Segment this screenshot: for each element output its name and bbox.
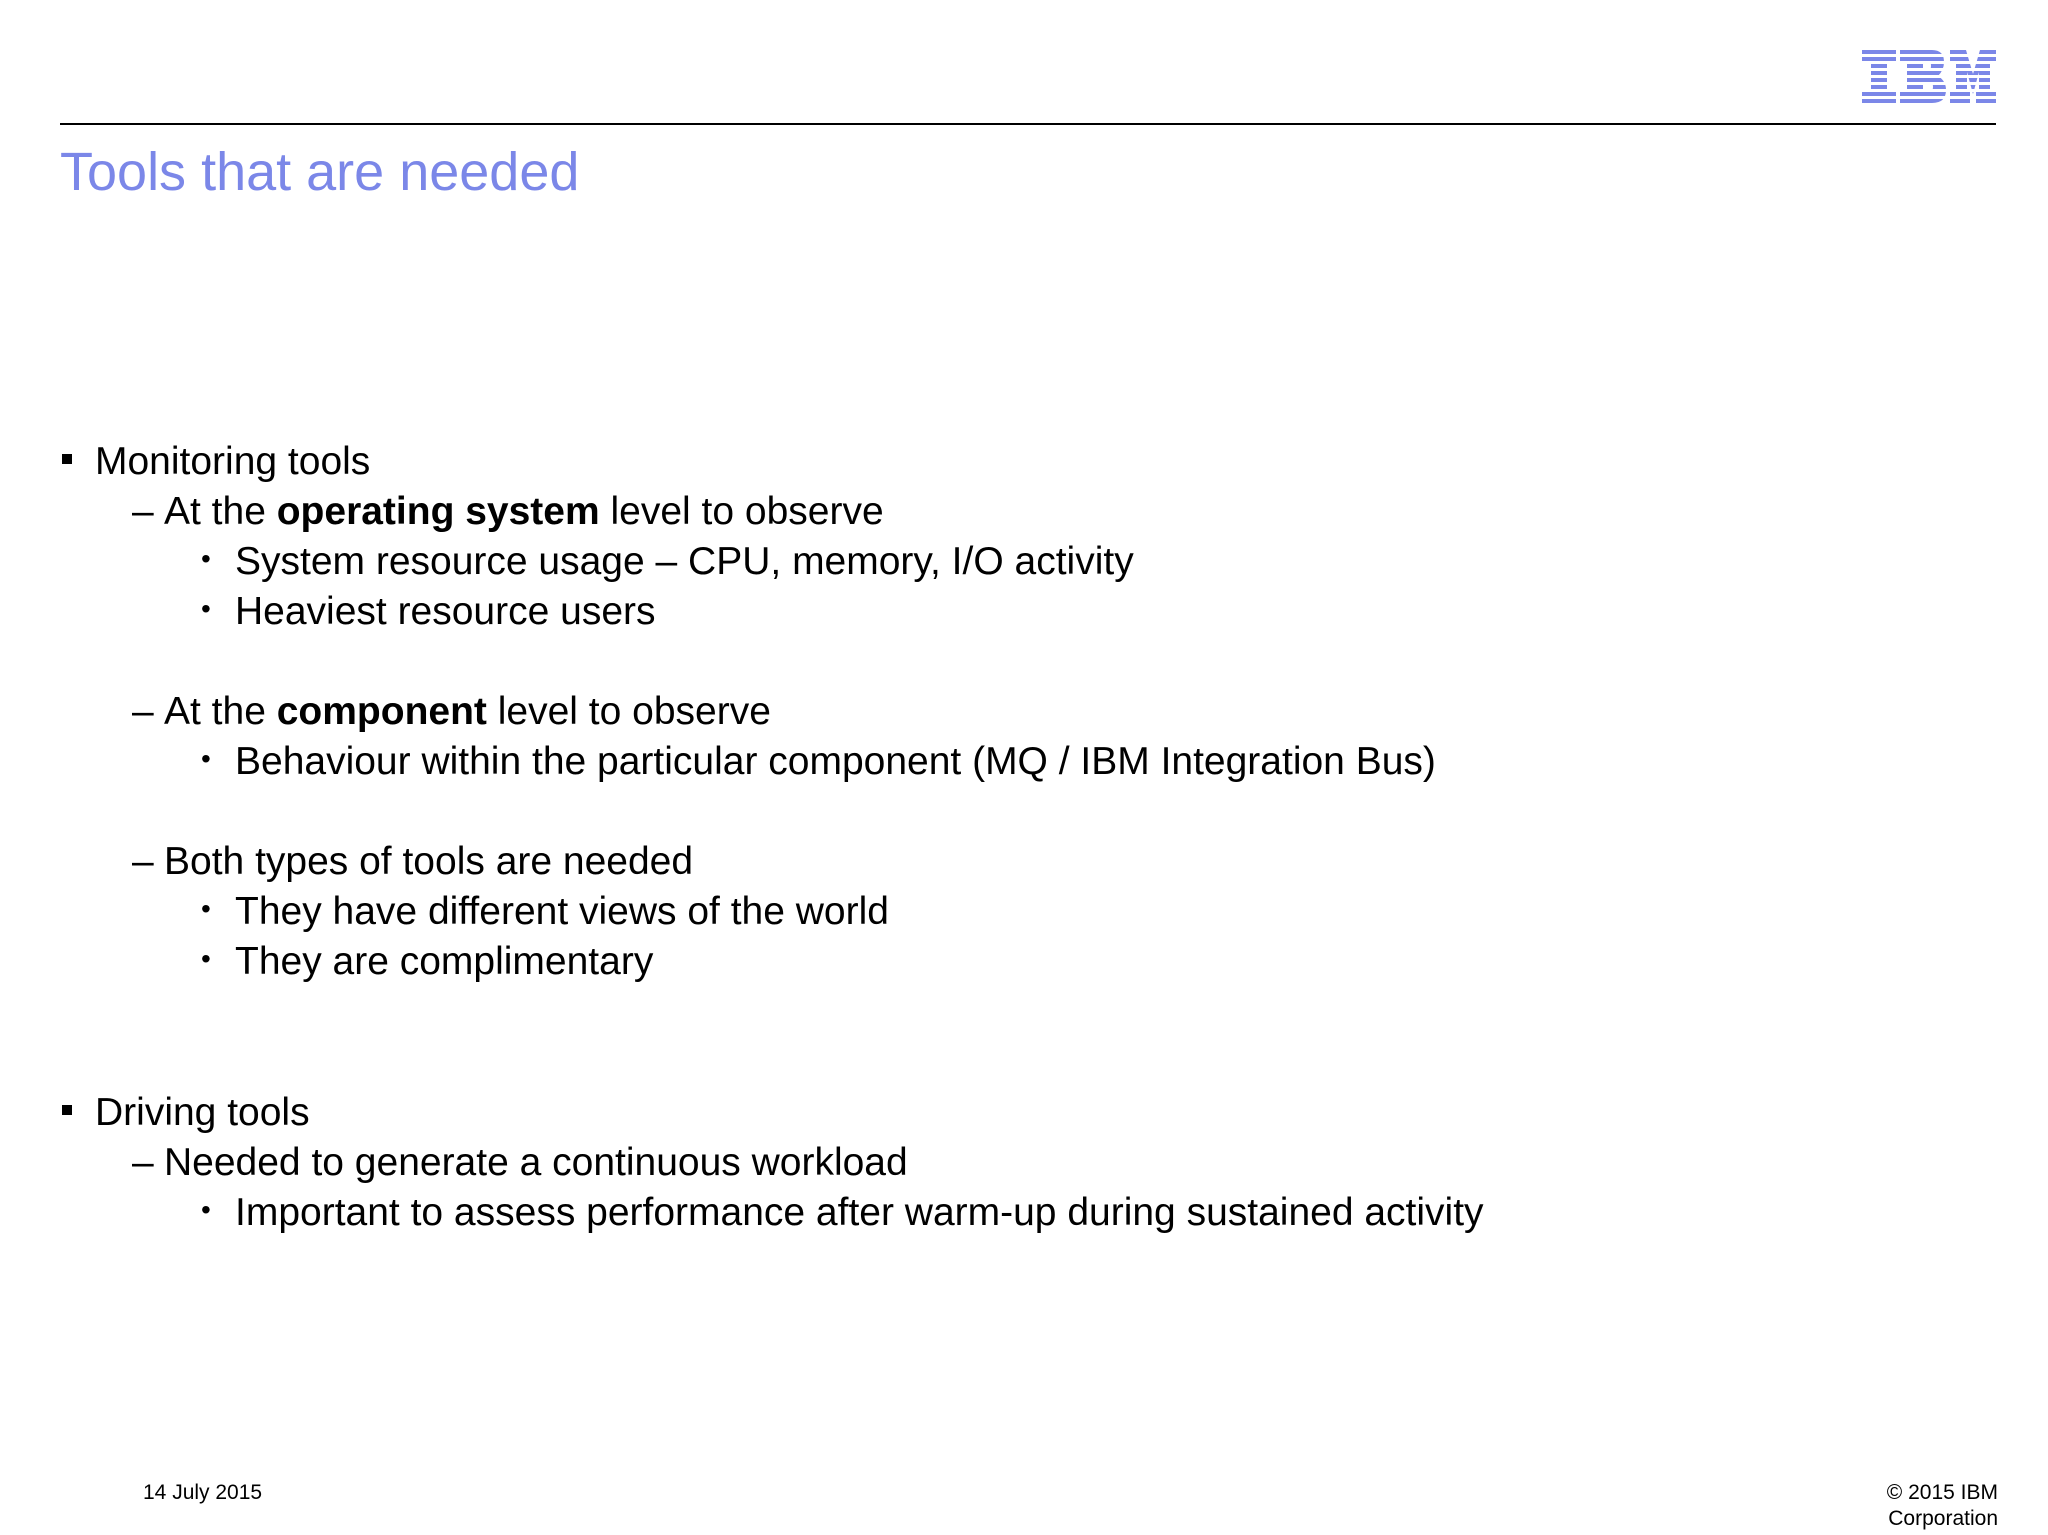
list-item [201,587,656,637]
square-bullet-icon [62,1105,72,1115]
subbullet-continuous-workload [132,1138,908,1188]
list-item [201,537,1134,587]
list-item [201,937,654,987]
slide-title: Tools that are needed [60,142,580,202]
copyright-line: © 2015 IBM [1886,1481,1998,1504]
dash-bullet-icon: – [132,690,154,733]
subbullet-operating-system [132,487,884,537]
dash-bullet-icon: – [132,490,154,533]
subbullet-text-bold: operating system [276,490,600,533]
subbullet-text-pre: At the [164,690,277,733]
square-bullet-icon [62,454,72,464]
list-item-text: Behaviour within the particular component (MQ / IBM Integration Bus) [235,740,1436,783]
dash-bullet-icon: – [132,1141,154,1184]
subbullet-text-post: level to observe [599,490,884,533]
dot-bullet-icon: • [201,943,211,974]
bullet-monitoring-tools [95,437,370,487]
dot-bullet-icon: • [201,743,211,774]
list-item-text: Important to assess performance after warm-up during sustained activity [235,1191,1484,1234]
footer-copyright [1887,1480,1998,1532]
bullet-driving-tools [95,1088,310,1138]
dot-bullet-icon: • [201,1194,211,1225]
list-item-text: They have different views of the world [235,890,889,933]
dash-bullet-icon: – [132,840,154,883]
bullet-text: Monitoring tools [95,440,371,483]
list-item-text: They are complimentary [235,940,654,983]
subbullet-text: Needed to generate a continuous workload [164,1141,908,1184]
dot-bullet-icon: • [201,893,211,924]
subbullet-text-bold: component [276,690,487,733]
bullet-text: Driving tools [95,1091,310,1134]
list-item-text: System resource usage – CPU, memory, I/O activity [235,540,1134,583]
list-item [201,887,889,937]
subbullet-component [132,687,771,737]
list-item-text: Heaviest resource users [235,590,656,633]
list-item [201,737,1436,787]
dot-bullet-icon: • [201,543,211,574]
list-item [201,1188,1484,1238]
subbullet-both-types [132,837,694,887]
subbullet-text: Both types of tools are needed [164,840,694,883]
copyright-line: Corporation [1888,1507,1998,1530]
dot-bullet-icon: • [201,593,211,624]
subbullet-text-pre: At the [164,490,277,533]
footer-date: 14 July 2015 [143,1481,263,1504]
subbullet-text-post: level to observe [486,690,771,733]
